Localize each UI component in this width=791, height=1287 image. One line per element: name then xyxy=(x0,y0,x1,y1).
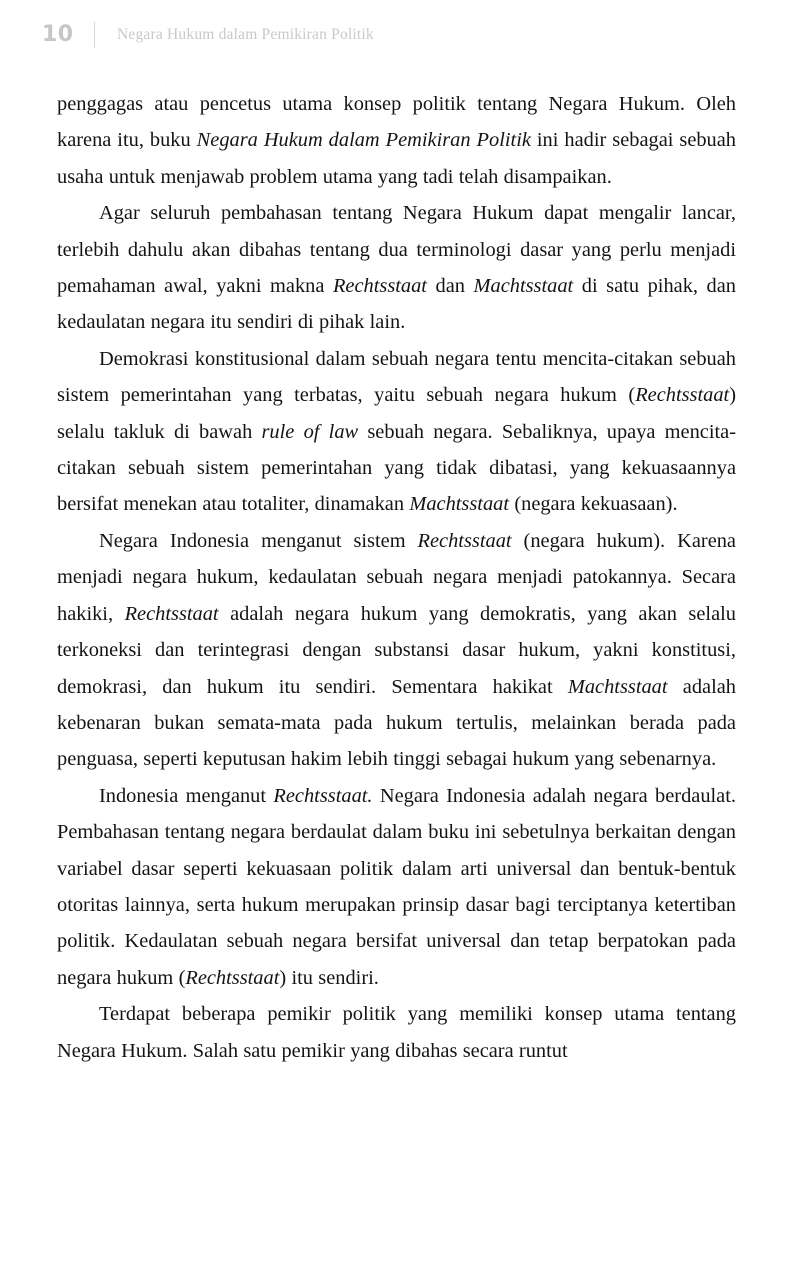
page-number: 10 xyxy=(42,22,74,47)
italic-term: Rechtsstaat xyxy=(417,529,512,552)
header-divider xyxy=(94,22,95,48)
italic-term: Rechtsstaat xyxy=(332,275,427,298)
italic-term: Rechtsstaat xyxy=(635,384,730,407)
italic-term: Machtsstaat xyxy=(567,675,668,698)
running-header xyxy=(42,18,742,52)
paragraph: Terdapat beberapa pemikir politik yang memiliki konsep utama tentang Negara Hukum. Salah satu pemikir yang dibahas secara runtut xyxy=(57,1003,736,1062)
italic-term: Rechtsstaat xyxy=(124,602,219,625)
running-title: Negara Hukum dalam Pemikiran Politik xyxy=(117,26,374,43)
paragraph: Indonesia menganut Rechtsstaat. Negara Indonesia adalah negara berdaulat. Pembahasan tentang negara berdaulat dalam buku ini sebetulnya berkaitan dengan variabel dasar seperti kekuasaan politik dalam arti universal dan bentuk-bentuk otoritas lainnya, serta hukum merupakan prinsip dasar bagi terciptanya ketertiban politik. Kedaulatan sebuah negara bersifat universal dan tetap berpatokan pada negara hukum (Rechtsstaat) itu sendiri. xyxy=(57,784,736,989)
paragraph: Demokrasi konstitusional dalam sebuah negara tentu mencita-citakan sebuah sistem pemerintahan yang terbatas, yaitu sebuah negara hukum (Rechtsstaat) selalu takluk di bawah rule of law sebuah negara. Sebaliknya, upaya mencita-citakan sebuah sistem pemerintahan yang tidak dibatasi, yang kekuasaannya bersifat menekan atau totaliter, dinamakan Machtsstaat (negara kekuasaan). xyxy=(57,347,737,516)
paragraph: penggagas atau pencetus utama konsep politik tentang Negara Hukum. Oleh karena itu, buku Negara Hukum dalam Pemikiran Politik ini hadir sebagai sebuah usaha untuk menjawab problem utama yang tadi telah disampaikan. xyxy=(57,93,737,188)
paragraph: Agar seluruh pembahasan tentang Negara Hukum dapat mengalir lancar, terlebih dahulu akan dibahas tentang dua terminologi dasar yang perlu menjadi pemahaman awal, yakni makna Rechtsstaat dan Machtsstaat di satu pihak, dan kedaulatan negara itu sendiri di pihak lain. xyxy=(57,202,736,334)
italic-term: Rechtsstaat xyxy=(185,966,280,989)
body-text-block xyxy=(57,86,736,1069)
italic-term: Rechtsstaat. xyxy=(273,784,373,807)
paragraph: Negara Indonesia menganut sistem Rechtsstaat (negara hukum). Karena menjadi negara hukum, kedaulatan sebuah negara menjadi patokannya. Secara hakiki, Rechtsstaat adalah negara hukum yang demokratis, yang akan selalu terkoneksi dan terintegrasi dengan substansi dasar hukum, yakni konstitusi, demokrasi, dan hukum itu sendiri. Sementara hakikat Machtsstaat adalah kebenaran bukan semata-mata pada hukum tertulis, melainkan berada pada penguasa, seperti keputusan hakim lebih tinggi sebagai hukum yang sebenarnya. xyxy=(57,529,736,771)
italic-term: Machtsstaat xyxy=(473,275,574,298)
italic-term: rule of law xyxy=(261,420,359,443)
italic-term: Machtsstaat xyxy=(409,493,510,516)
italic-term: Negara Hukum dalam Pemikiran Politik xyxy=(196,129,531,152)
